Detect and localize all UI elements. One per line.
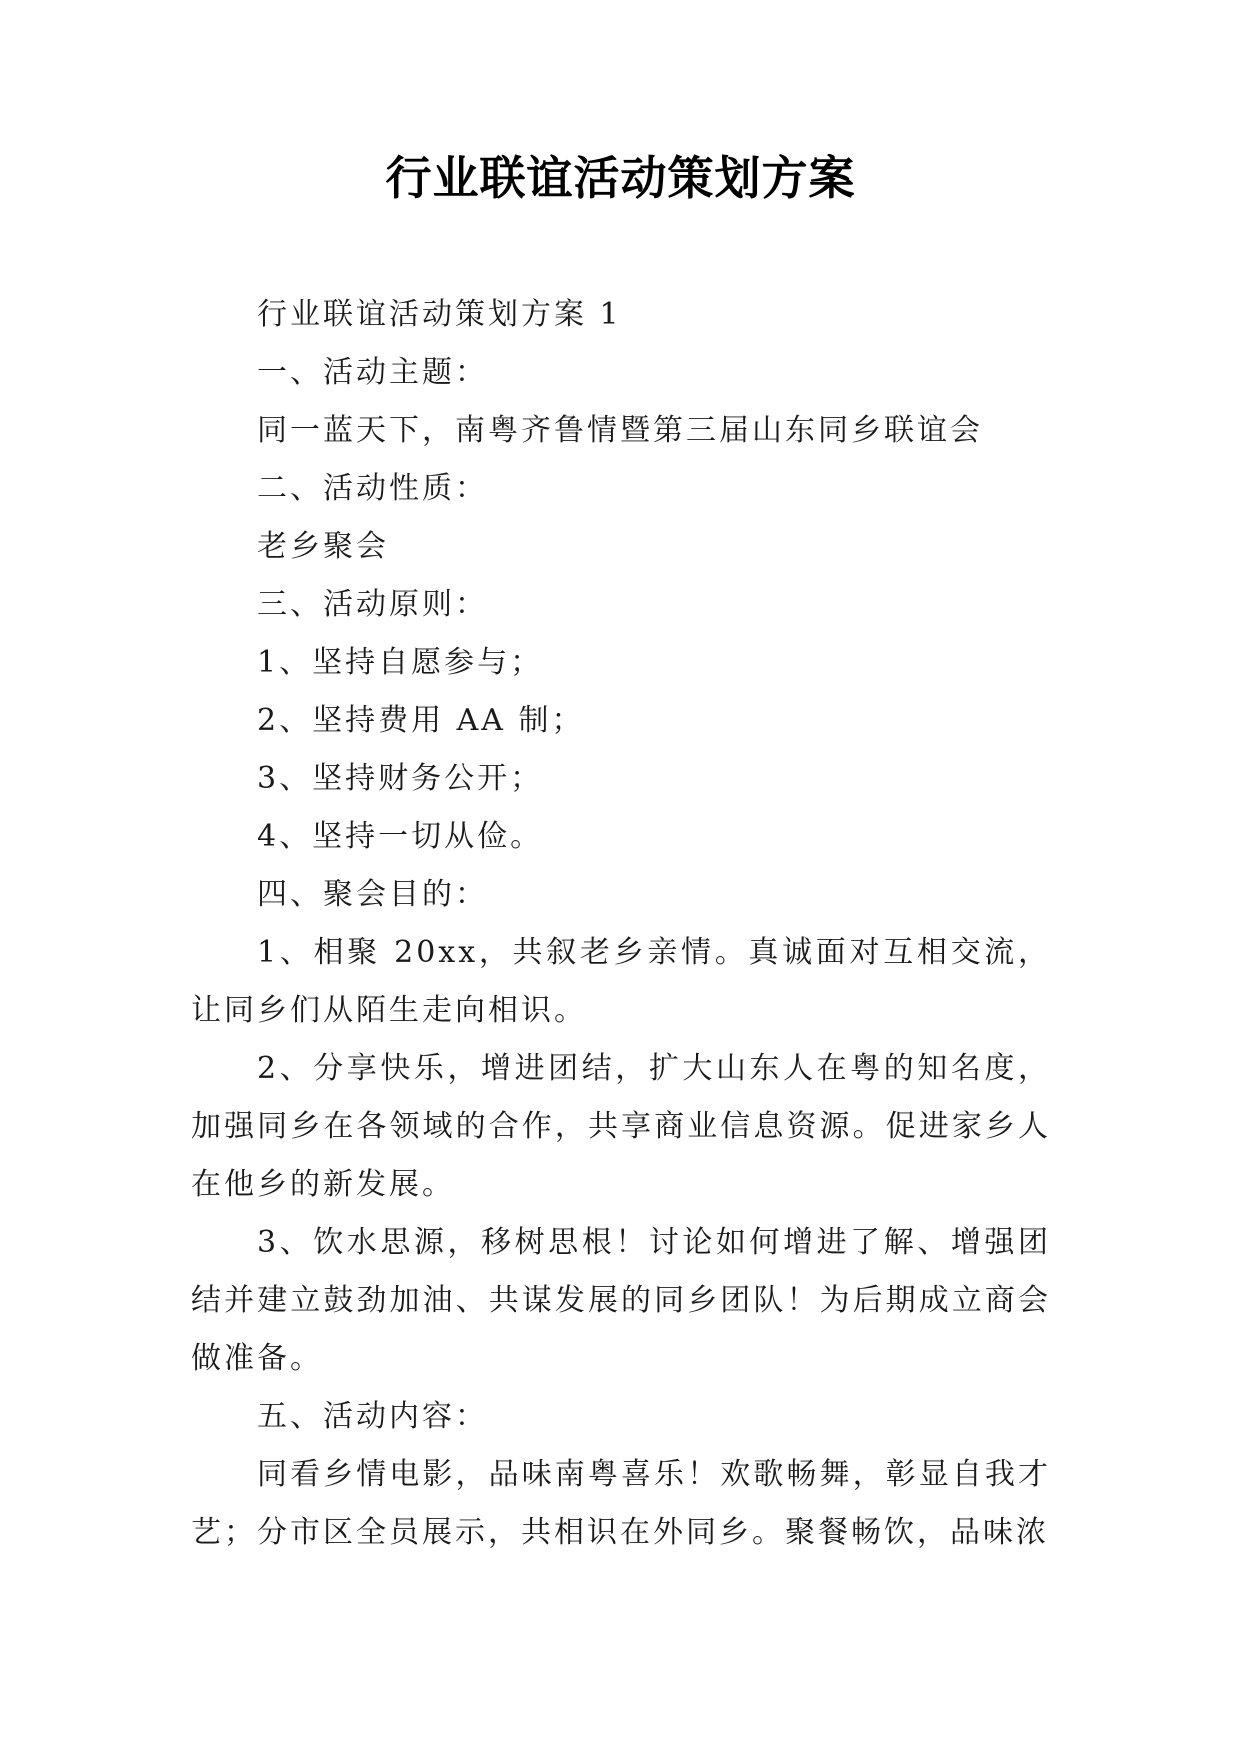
paragraph-section-principles-heading: 三、活动原则：	[257, 587, 488, 622]
paragraph-purpose-1: 1、相聚 20xx，共叙老乡亲情。真诚面对互相交流，让同乡们从陌生走向相识。	[191, 935, 1051, 1028]
paragraph-section-content-heading: 五、活动内容：	[257, 1399, 488, 1434]
paragraph-principle-4: 4、坚持一切从俭。	[257, 819, 544, 854]
paragraph-section-theme-heading: 一、活动主题：	[257, 355, 488, 390]
paragraph-section-purpose-heading: 四、聚会目的：	[257, 877, 488, 912]
paragraph-purpose-3: 3、饮水思源，移树思根！讨论如何增进了解、增强团结并建立鼓劲加油、共谋发展的同乡团队！为后期成立商会做准备。	[191, 1225, 1051, 1376]
paragraph-nature: 老乡聚会	[257, 529, 389, 564]
paragraph-principle-3: 3、坚持财务公开；	[257, 761, 544, 796]
paragraph-principle-2: 2、坚持费用 AA 制；	[257, 703, 585, 738]
paragraph-section-nature-heading: 二、活动性质：	[257, 471, 488, 506]
paragraph-plan-heading: 行业联谊活动策划方案 1	[257, 297, 622, 332]
paragraph-purpose-2: 2、分享快乐，增进团结，扩大山东人在粤的知名度，加强同乡在各领域的合作，共享商业信息资源。促进家乡人在他乡的新发展。	[191, 1051, 1051, 1202]
document-title: 行业联谊活动策划方案	[385, 151, 856, 205]
paragraph-content: 同看乡情电影，品味南粤喜乐！欢歌畅舞，彰显自我才艺；分市区全员展示，共相识在外同乡。聚餐畅饮，品味浓	[191, 1457, 1051, 1550]
paragraph-principle-1: 1、坚持自愿参与；	[257, 645, 544, 680]
paragraph-theme: 同一蓝天下，南粤齐鲁情暨第三届山东同乡联谊会	[257, 413, 983, 448]
document-body	[191, 286, 1051, 1562]
